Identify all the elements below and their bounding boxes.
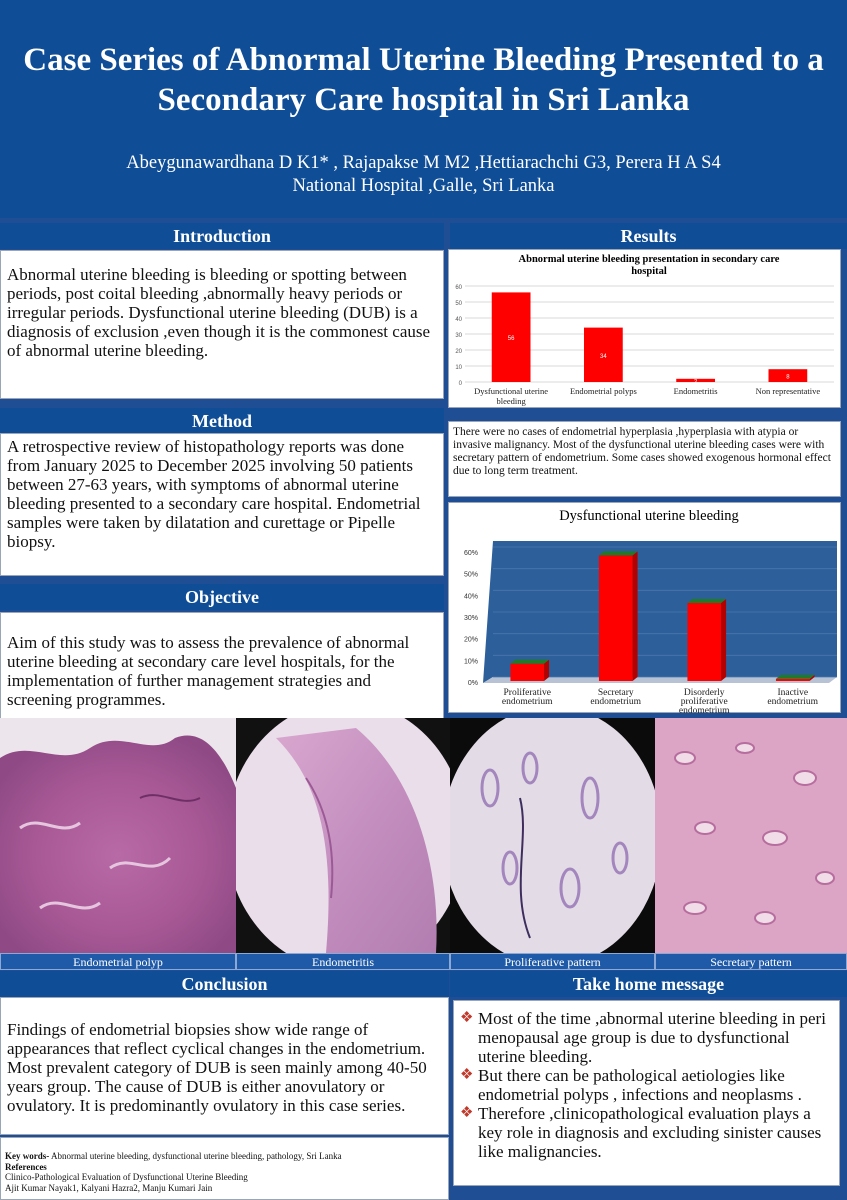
histology-secretory-icon — [655, 718, 847, 953]
affiliation: National Hospital ,Galle, Sri Lanka — [292, 176, 555, 196]
poster-title: Case Series of Abnormal Uterine Bleeding Presented to a Secondary Care hospital in Sri Lanka — [23, 42, 824, 118]
y-tick-label: 20% — [463, 636, 478, 644]
bar-side — [633, 551, 638, 681]
diamond-bullet-icon: ❖ — [460, 1067, 474, 1083]
y-tick-label: 50 — [455, 301, 462, 307]
y-tick-label: 0% — [467, 680, 478, 687]
aub-presentation-chart — [448, 249, 841, 408]
histology-image-polyp — [0, 718, 236, 953]
y-tick-label: 40% — [463, 593, 478, 601]
keywords-references — [0, 1137, 449, 1200]
x-tick-label: Dysfunctional uterine — [474, 386, 549, 396]
dub-chart — [448, 502, 841, 713]
diamond-bullet-icon: ❖ — [460, 1105, 474, 1121]
y-tick-label: 60% — [463, 550, 478, 557]
bar — [687, 603, 721, 681]
y-tick-label: 50% — [463, 571, 478, 579]
introduction-text: Abnormal uterine bleeding is bleeding or spotting between periods, post coital bleeding ,abnormally heavy periods or irregular periods. Dysfunctional uterine bleeding (DUB) is a diagnosis of exclusion ,even though it is the commonest cause of abnormal uterine bleeding. — [0, 250, 444, 399]
takehome-bullet-text: Most of the time ,abnormal uterine bleeding in peri menopausal age group is due to dysfunctional uterine bleeding. — [478, 1009, 826, 1066]
x-tick-label: Non representative — [755, 386, 821, 396]
takehome-box — [453, 1000, 840, 1186]
y-tick-label: 10% — [463, 658, 478, 666]
keywords-text: Abnormal uterine bleeding, dysfunctional uterine bleeding, pathology, Sri Lanka — [49, 1151, 342, 1161]
caption-polyp: Endometrial polyp — [0, 953, 236, 970]
bar-top — [510, 660, 549, 664]
caption-proliferative: Proliferative pattern — [450, 953, 655, 970]
bar-top — [687, 599, 726, 603]
takehome-bullet — [458, 1009, 835, 1066]
method-text: A retrospective review of histopathology reports was done from January 2025 to December 2025 involving 50 patients between 27-63 years, with symptoms of abnormal uterine bleeding presented to a secondary care hospital. Endometrial samples were taken by dilatation and curettage or Pipelle biopsy. — [0, 433, 444, 576]
reference-title: Clinico-Pathological Evaluation of Dysfunctional Uterine Bleeding — [5, 1172, 248, 1182]
dub-chart-svg — [449, 503, 842, 714]
data-label: 8 — [786, 374, 790, 381]
method-heading: Method — [0, 408, 444, 434]
objective-heading: Objective — [0, 584, 444, 610]
caption-secretory: Secretary pattern — [655, 953, 847, 970]
bar — [599, 555, 633, 681]
x-tick-label: endometrium — [501, 697, 553, 707]
references-label: References — [5, 1161, 47, 1172]
y-tick-label: 40 — [455, 317, 462, 323]
histology-image-endometritis — [236, 718, 450, 953]
histology-polyp-icon — [0, 718, 236, 953]
keywords-line — [5, 1151, 444, 1162]
keywords-label: Key words- — [5, 1151, 50, 1161]
histology-image-proliferative — [450, 718, 655, 953]
x-tick-label: Endometrial polyps — [569, 386, 637, 396]
chart1-title-line1: Abnormal uterine bleeding presentation in secondary care — [518, 254, 780, 265]
reference-authors: Ajit Kumar Nayak1, Kalyani Hazra2, Manju Kumari Jain — [5, 1182, 213, 1193]
chart2-title: Dysfunctional uterine bleeding — [559, 508, 739, 524]
objective-text: Aim of this study was to assess the prevalence of abnormal uterine bleeding at secondary care level hospitals, for the implementation of further management strategies and screening programmes. — [0, 612, 444, 720]
y-tick-label: 30% — [463, 615, 478, 622]
x-tick-label: Proliferative — [503, 688, 551, 698]
data-label: 34 — [600, 353, 607, 360]
x-tick-label: proliferative — [680, 697, 728, 707]
y-tick-label: 60 — [455, 285, 462, 291]
x-tick-label: Disorderly — [683, 688, 725, 698]
bar-side — [721, 599, 726, 681]
takehome-bullet — [458, 1104, 835, 1161]
y-tick-label: 30 — [455, 333, 462, 339]
data-label: 2 — [693, 379, 698, 386]
takehome-bullet-text: Therefore ,clinicopathological evaluation plays a key role in diagnosis and excluding sinister causes like malignancies. — [478, 1104, 822, 1161]
chart1-title-line2: hospital — [631, 266, 667, 277]
takehome-bullet-text: But there can be pathological aetiologies like endometrial polyps , infections and neoplasms . — [478, 1066, 802, 1104]
x-tick-label: endometrium — [767, 697, 819, 707]
x-tick-label: bleeding — [496, 396, 526, 406]
x-tick-label: Endometritis — [673, 386, 718, 396]
histology-proliferative-icon — [450, 718, 655, 953]
bar — [776, 679, 810, 681]
bar — [510, 664, 544, 681]
x-tick-label: endometrium — [590, 697, 642, 707]
caption-endometritis: Endometritis — [236, 953, 450, 970]
data-label: 56 — [507, 336, 515, 343]
histology-image-secretory — [655, 718, 847, 953]
x-tick-label: endometrium — [678, 706, 730, 714]
x-tick-label: Inactive — [777, 688, 809, 698]
aub-presentation-chart-svg — [449, 250, 842, 409]
results-heading: Results — [450, 223, 847, 249]
y-tick-label: 10 — [455, 365, 462, 371]
bar-top — [599, 551, 638, 555]
bar-top — [776, 675, 815, 679]
x-tick-label: Secretary — [597, 688, 634, 698]
histology-endometritis-icon — [236, 718, 450, 953]
takehome-bullet — [458, 1066, 835, 1104]
y-tick-label: 20 — [455, 349, 462, 355]
y-tick-label: 0 — [458, 381, 462, 387]
results-text: There were no cases of endometrial hyperplasia ,hyperplasia with atypia or invasive malignancy. Most of the dysfunctional uterine bleeding cases were with secretary pattern of endometrium. Some cases showed exogenous hormonal effect due to long term treatment. — [448, 421, 841, 497]
introduction-heading: Introduction — [0, 223, 444, 249]
author-list: Abeygunawardhana D K1* , Rajapakse M M2 ,Hettiarachchi G3, Perera H A S4 — [126, 153, 721, 173]
takehome-heading: Take home message — [450, 971, 847, 997]
diamond-bullet-icon: ❖ — [460, 1010, 474, 1026]
conclusion-heading: Conclusion — [0, 971, 449, 997]
conclusion-text: Findings of endometrial biopsies show wide range of appearances that reflect cyclical changes in the endometrium. Most prevalent category of DUB is seen mainly among 40-50 years group. The cause of DUB is either anovulatory or ovulatory. It is predominantly ovulatory in this case series. — [0, 997, 449, 1135]
